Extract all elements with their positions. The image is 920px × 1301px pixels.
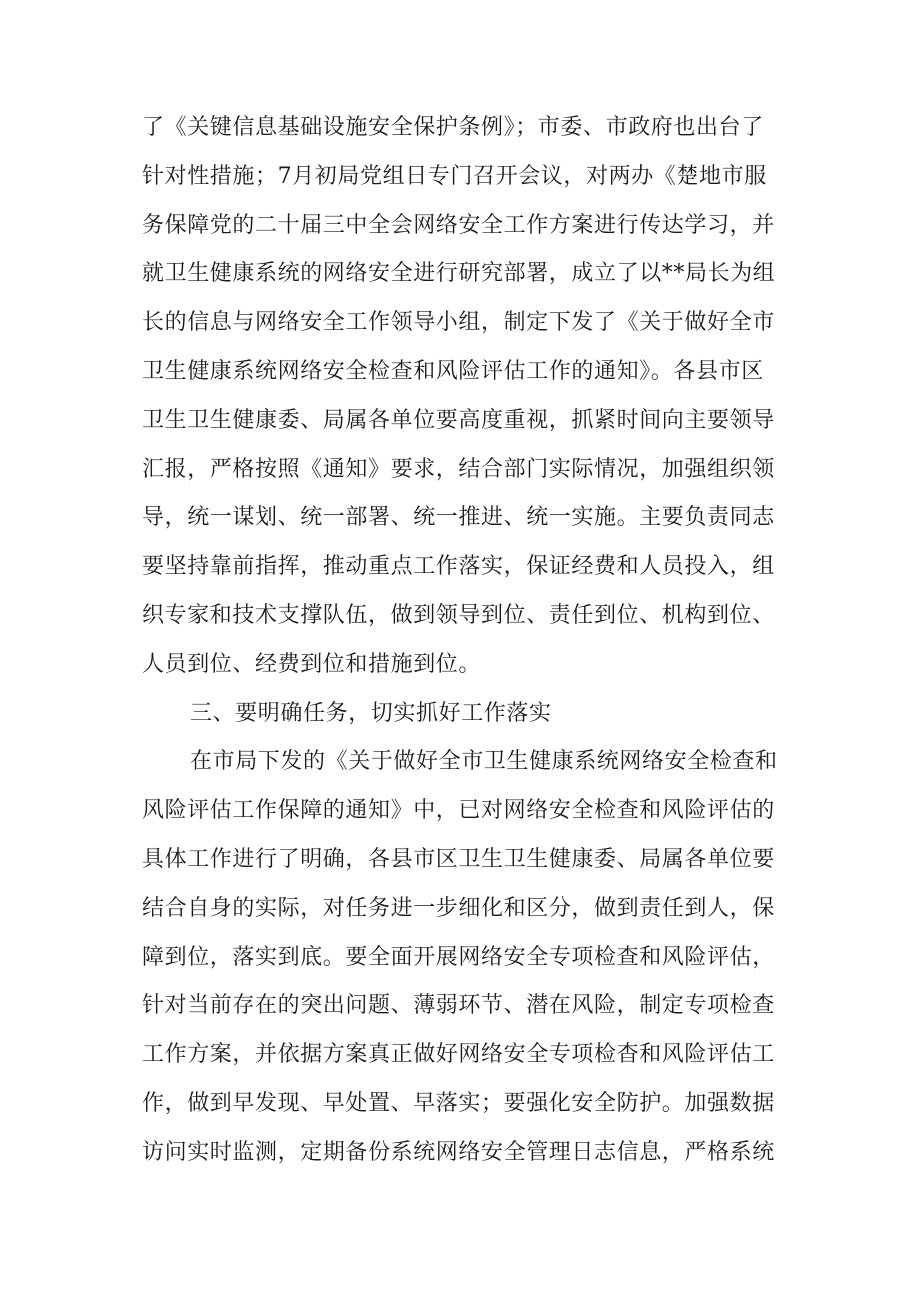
text-line-15: 风险评估工作保障的通知》中，已对网络安全检查和风险评估的 <box>142 798 775 824</box>
text-line-6: 卫生健康系统网络安全检查和风险评估工作的通知》。各县市区 <box>142 358 764 384</box>
section-heading: 三、要明确任务，切实抓好工作落实 <box>190 700 552 726</box>
text-line-14: 在市局下发的《关于做好全市卫生健康系统网络安全检查和 <box>190 749 778 775</box>
text-line-5: 长的信息与网络安全工作领导小组，制定下发了《关于做好全市 <box>142 310 775 336</box>
document-body <box>142 104 792 1178</box>
text-line-11: 织专家和技术支撑队伍，做到领导到位、责任到位、机构到位、 <box>142 602 775 628</box>
text-line-12: 人员到位、经费到位和措施到位。 <box>142 651 482 677</box>
text-line-9: 导，统一谋划、统一部署、统一推进、统一实施。主要负责同志 <box>142 505 775 531</box>
text-line-7: 卫生卫生健康委、局属各单位要高度重视，抓紧时间向主要领导 <box>142 407 775 433</box>
text-line-21: 作，做到早发现、早处置、早落实；要强化安全防护。加强数据 <box>142 1090 775 1116</box>
text-line-19: 针对当前存在的突出问题、薄弱环节、潜在风险，制定专项检查 <box>142 993 775 1019</box>
text-line-18: 障到位，落实到底。要全面开展网络安全专项检查和风险评估， <box>142 944 775 970</box>
text-line-10: 要坚持靠前指挥，推动重点工作落实，保证经费和人员投入，组 <box>142 554 775 580</box>
text-line-1: 了《关键信息基础设施安全保护条例》；市委、市政府也出台了 <box>142 115 764 140</box>
text-line-8: 汇报，严格按照《通知》要求，结合部门实际情况，加强组织领 <box>142 456 775 482</box>
text-line-20: 工作方案，并依据方案真正做好网络安全专项检杳和风险评估工 <box>142 1042 775 1068</box>
text-line-4: 就卫生健康系统的网络安全进行研究部署，成立了以**局长为组 <box>142 261 776 287</box>
text-line-16: 具体工作进行了明确，各县市区卫生卫生健康委、局属各单位要 <box>142 846 775 872</box>
text-line-22: 访问实时监测，定期备份系统网络安全管理日志信息，严格系统 <box>142 1139 775 1165</box>
text-line-3: 务保障党的二十届三中全会网络安全工作方案进行传达学习，并 <box>142 212 775 238</box>
text-line-2: 针对性措施；7月初局党组日专门召开会议，对两办《楚地市服 <box>142 163 767 189</box>
text-line-17: 结合自身的实际，对任务进一步细化和区分，做到责任到人，保 <box>142 895 775 921</box>
